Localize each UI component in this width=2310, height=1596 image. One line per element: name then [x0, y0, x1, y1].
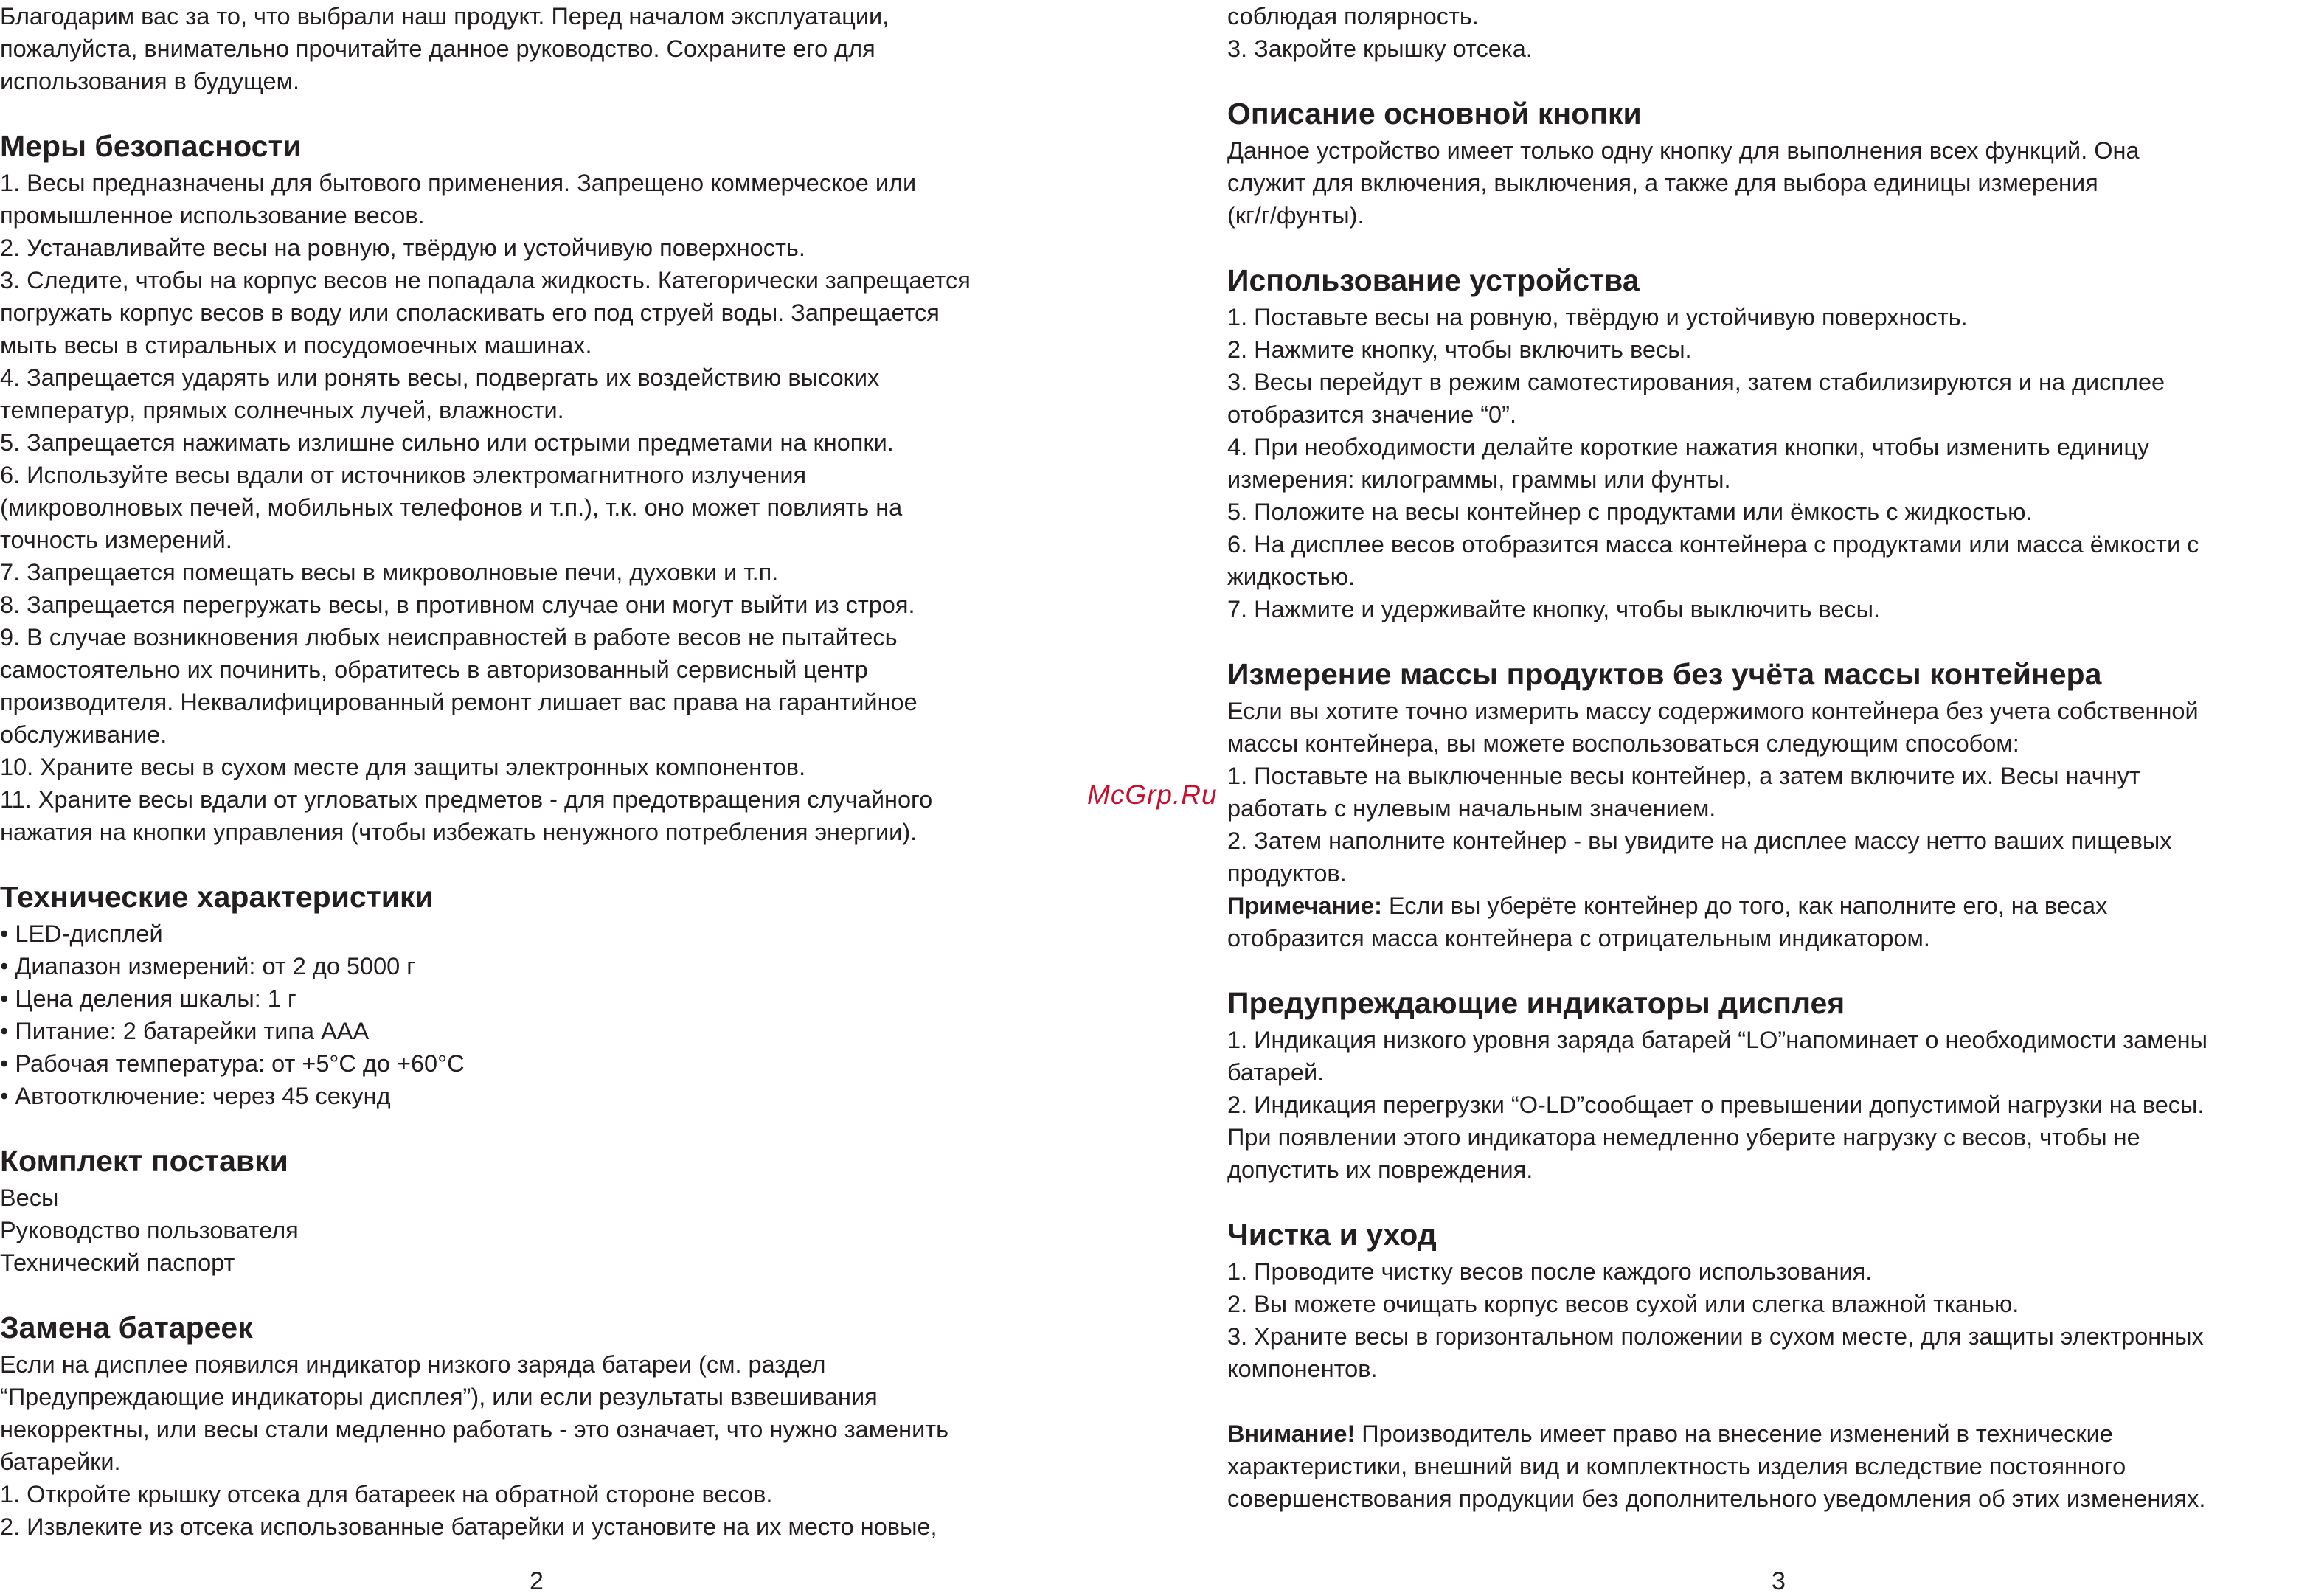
battery-line: соблюдая полярность. — [1227, 3, 1479, 30]
intro-line: Благодарим вас за то, что выбрали наш продукт. Перед началом эксплуатации, — [0, 3, 889, 30]
battery-line: “Предупреждающие индикаторы дисплея”), или если результаты взвешивания — [0, 1384, 878, 1410]
package-section — [0, 1140, 1092, 1279]
usage-line: 7. Нажмите и удерживайте кнопку, чтобы выключить весы. — [1227, 596, 1881, 622]
intro-line: пожалуйста, внимательно прочитайте данное руководство. Сохраните его для — [0, 35, 875, 62]
specs-section — [0, 876, 1092, 1112]
package-item: Весы — [0, 1184, 59, 1211]
safety-line: погружать корпус весов в воду или споласкивать его под струей воды. Запрещается — [0, 299, 940, 326]
package-heading: Комплект поставки — [0, 1144, 288, 1178]
spec-item: • Диапазон измерений: от 2 до 5000 г — [0, 953, 416, 979]
safety-line: промышленное использование весов. — [0, 202, 425, 229]
spec-item: • Рабочая температура: от +5°С до +60°С — [0, 1050, 465, 1077]
safety-line: 10. Храните весы в сухом месте для защиты электронных компонентов. — [0, 754, 806, 780]
battery-line: некорректны, или весы стали медленно работать - это означает, что нужно заменить — [0, 1416, 949, 1443]
usage-line: 2. Нажмите кнопку, чтобы включить весы. — [1227, 336, 1692, 363]
safety-line: 4. Запрещается ударять или ронять весы, подвергать их воздействию высоких — [0, 364, 880, 391]
watermark: McGrp.Ru — [1087, 780, 1218, 810]
usage-line: измерения: килограммы, граммы или фунты. — [1227, 466, 1731, 493]
usage-line: 1. Поставьте весы на ровную, твёрдую и устойчивую поверхность. — [1227, 304, 1968, 330]
indicators-heading: Предупреждающие индикаторы дисплея — [1227, 986, 1845, 1020]
warning-line — [1227, 1418, 2310, 1450]
tare-line: работать с нулевым начальным значением. — [1227, 795, 1716, 822]
care-line: 3. Храните весы в горизонтальном положении в сухом месте, для защиты электронных — [1227, 1323, 2204, 1350]
indicator-line: 2. Индикация перегрузки “O-LD”сообщает о превышении допустимой нагрузки на весы. — [1227, 1092, 2205, 1118]
tare-line: массы контейнера, вы можете воспользоваться следующим способом: — [1227, 730, 2019, 757]
button-line: служит для включения, выключения, а также для выбора единицы измерения — [1227, 170, 2098, 196]
battery-continued — [1227, 0, 2310, 65]
tare-note-line: отобразится масса контейнера с отрицательным индикатором. — [1227, 925, 1930, 951]
warning-line: характеристики, внешний вид и комплектность изделия вследствие постоянного — [1227, 1453, 2126, 1479]
safety-line: производителя. Неквалифицированный ремонт лишает вас права на гарантийное — [0, 689, 918, 715]
safety-line: 6. Используйте весы вдали от источников электромагнитного излучения — [0, 462, 807, 488]
safety-line: температур, прямых солнечных лучей, влажности. — [0, 397, 564, 423]
indicator-line: 1. Индикация низкого уровня заряда батарей “LO”напоминает о необходимости замены — [1227, 1027, 2207, 1053]
intro-line: использования в будущем. — [0, 68, 299, 94]
battery-line: 3. Закройте крышку отсека. — [1227, 35, 1533, 62]
battery-heading: Замена батареек — [0, 1311, 253, 1345]
battery-section — [0, 1307, 1092, 1543]
usage-heading: Использование устройства — [1227, 263, 1640, 297]
note-label: Примечание: — [1227, 892, 1382, 919]
spec-item: • Автоотключение: через 45 секунд — [0, 1083, 391, 1109]
spec-item: • Питание: 2 батарейки типа AAA — [0, 1018, 370, 1044]
care-line: компонентов. — [1227, 1356, 1378, 1382]
usage-line: жидкостью. — [1227, 563, 1355, 590]
safety-line: обслуживание. — [0, 721, 167, 748]
battery-line: 1. Откройте крышку отсека для батареек на обратной стороне весов. — [0, 1481, 773, 1507]
button-section — [1227, 93, 2310, 232]
tare-section — [1227, 653, 2310, 954]
page-number-right: 3 — [1772, 1567, 1786, 1595]
battery-line: батарейки. — [0, 1448, 121, 1475]
spec-item: • LED-дисплей — [0, 920, 163, 947]
safety-line: 5. Запрещается нажимать излишне сильно или острыми предметами на кнопки. — [0, 429, 894, 456]
left-page — [0, 0, 1092, 1543]
indicator-line: допустить их повреждения. — [1227, 1156, 1533, 1183]
intro-paragraph — [0, 0, 1092, 97]
battery-line: Если на дисплее появился индикатор низкого заряда батареи (см. раздел — [0, 1351, 826, 1378]
usage-line: 5. Положите на весы контейнер с продуктами или ёмкость с жидкостью. — [1227, 499, 2033, 525]
safety-line: мыть весы в стиральных и посудомоечных машинах. — [0, 332, 592, 358]
care-line: 2. Вы можете очищать корпус весов сухой или слегка влажной тканью. — [1227, 1291, 2019, 1317]
button-line: (кг/г/фунты). — [1227, 202, 1364, 229]
usage-line: 6. На дисплее весов отобразится масса контейнера с продуктами или масса ёмкости с — [1227, 531, 2199, 558]
tare-line: продуктов. — [1227, 860, 1347, 887]
safety-line: точность измерений. — [0, 527, 232, 553]
safety-line: самостоятельно их починить, обратитесь в авторизованный сервисный центр — [0, 656, 868, 683]
safety-line: 2. Устанавливайте весы на ровную, твёрдую и устойчивую поверхность. — [0, 235, 805, 261]
safety-heading: Меры безопасности — [0, 129, 302, 163]
care-line: 1. Проводите чистку весов после каждого использования. — [1227, 1258, 1873, 1285]
indicators-section — [1227, 982, 2310, 1186]
tare-line: Если вы хотите точно измерить массу содержимого контейнера без учета собственной — [1227, 698, 2199, 724]
warning-section — [1227, 1418, 2310, 1515]
battery-line: 2. Извлеките из отсека использованные батарейки и установите на их место новые, — [0, 1513, 937, 1540]
safety-line: 9. В случае возникновения любых неисправностей в работе весов не пытайтесь — [0, 624, 898, 650]
safety-line: 8. Запрещается перегружать весы, в противном случае они могут выйти из строя. — [0, 591, 915, 618]
care-heading: Чистка и уход — [1227, 1218, 1437, 1252]
usage-line: 4. При необходимости делайте короткие нажатия кнопки, чтобы изменить единицу — [1227, 434, 2150, 460]
spec-item: • Цена деления шкалы: 1 г — [0, 985, 296, 1012]
button-line: Данное устройство имеет только одну кнопку для выполнения всех функций. Она — [1227, 137, 2140, 164]
safety-line: 11. Храните весы вдали от угловатых предметов - для предотвращения случайного — [0, 786, 933, 813]
button-heading: Описание основной кнопки — [1227, 97, 1642, 131]
usage-section — [1227, 260, 2310, 625]
specs-heading: Технические характеристики — [0, 880, 434, 914]
warning-label: Внимание! — [1227, 1420, 1356, 1447]
package-item: Технический паспорт — [0, 1249, 235, 1276]
tare-note — [1227, 889, 2310, 922]
indicator-line: При появлении этого индикатора немедленно уберите нагрузку с весов, чтобы не — [1227, 1124, 2140, 1151]
safety-line: нажатия на кнопки управления (чтобы избежать ненужного потребления энергии). — [0, 819, 918, 845]
safety-section — [0, 125, 1092, 848]
tare-line: 2. Затем наполните контейнер - вы увидите на дисплее массу нетто ваших пищевых — [1227, 828, 2172, 854]
package-item: Руководство пользователя — [0, 1217, 299, 1243]
warning-text: Производитель имеет право на внесение изменений в технические — [1355, 1420, 2113, 1447]
warning-line: совершенствования продукции без дополнительного уведомления об этих изменениях. — [1227, 1485, 2206, 1512]
usage-line: отобразится значение “0”. — [1227, 401, 1516, 428]
tare-heading: Измерение массы продуктов без учёта массы контейнера — [1227, 657, 2102, 691]
indicator-line: батарей. — [1227, 1059, 1325, 1086]
safety-line: (микроволновых печей, мобильных телефонов и т.п.), т.к. оно может повлиять на — [0, 494, 903, 521]
usage-line: 3. Весы перейдут в режим самотестирования, затем стабилизируются и на дисплее — [1227, 369, 2165, 395]
safety-line: 1. Весы предназначены для бытового применения. Запрещено коммерческое или — [0, 170, 917, 196]
safety-line: 3. Следите, чтобы на корпус весов не попадала жидкость. Категорически запрещается — [0, 267, 971, 294]
care-section — [1227, 1214, 2310, 1385]
safety-line: 7. Запрещается помещать весы в микроволновые печи, духовки и т.п. — [0, 559, 779, 586]
right-page — [1227, 0, 2310, 1515]
page-number-left: 2 — [530, 1567, 544, 1595]
tare-line: 1. Поставьте на выключенные весы контейнер, а затем включите их. Весы начнут — [1227, 763, 2140, 789]
note-text: Если вы уберёте контейнер до того, как наполните его, на весах — [1381, 892, 2108, 919]
